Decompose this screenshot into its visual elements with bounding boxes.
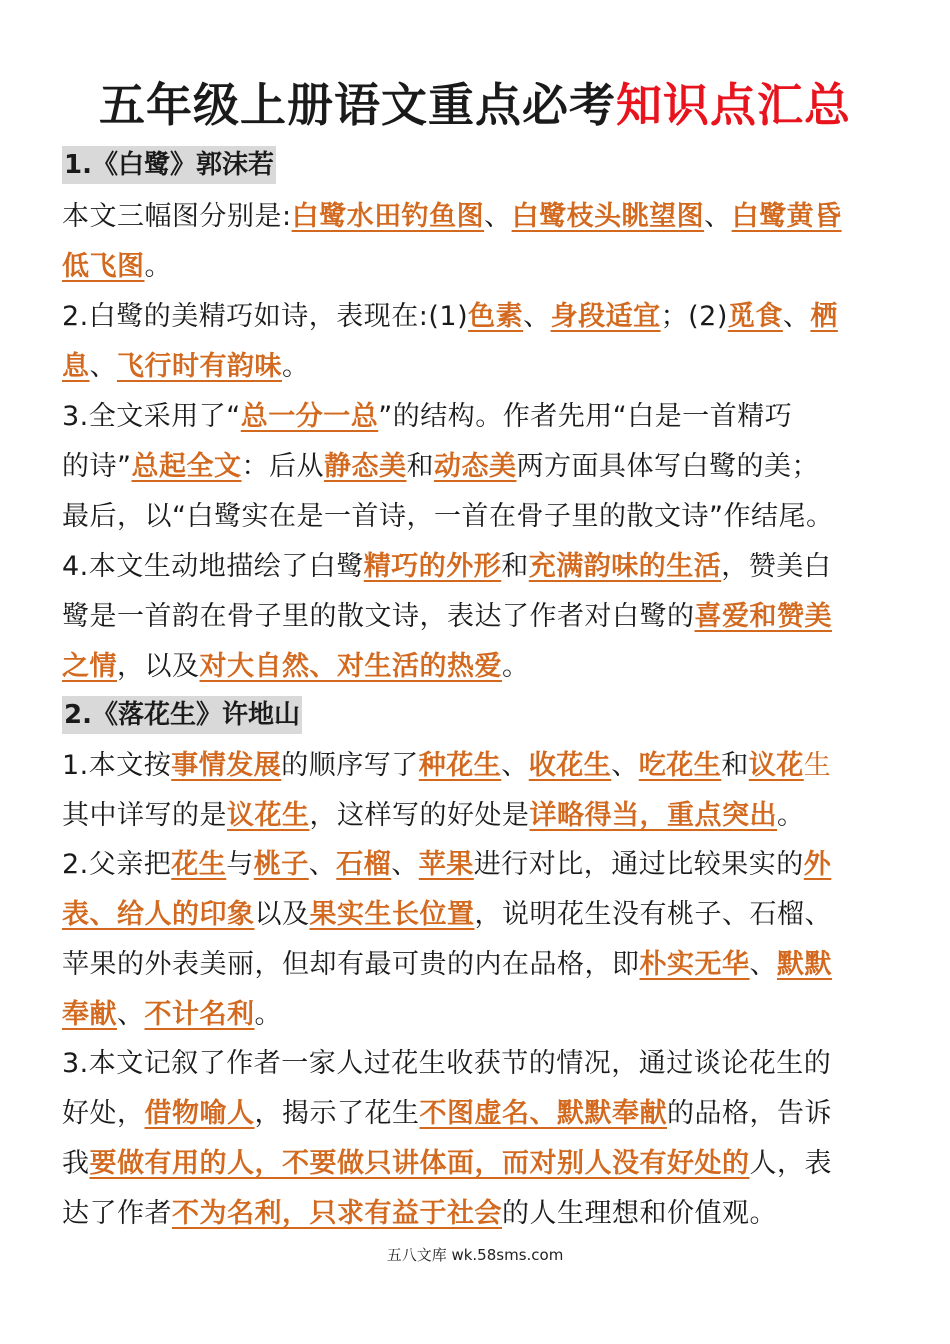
keyword: 桃子	[253, 849, 309, 880]
title-main: 五年级上册语文重点必考	[99, 78, 616, 132]
text: 、	[89, 351, 117, 382]
text: 达了作者	[62, 1198, 172, 1229]
keyword: 动态美	[434, 451, 517, 482]
keyword: 事情发展	[171, 750, 282, 781]
text: 、	[308, 849, 337, 880]
keyword: 身段适宜	[550, 301, 661, 332]
keyword: 吃花生	[638, 750, 722, 781]
text: 我	[62, 1148, 90, 1179]
text: 2.父亲把	[62, 849, 172, 880]
keyword: 白鹭枝头眺望图	[511, 201, 705, 232]
text: 其中详写的是	[62, 800, 227, 831]
paragraph-luohuasheng-3	[62, 1039, 892, 1239]
footer-watermark: 五八文库 wk.58sms.com	[386, 1246, 564, 1264]
text: 3.本文记叙了作者一家人过花生收获节的情况，通过谈论花生的	[62, 1048, 832, 1079]
text: ，这样写的好处是	[309, 800, 530, 831]
text: 进行对比，通过比较果实的	[473, 849, 804, 880]
keyword: 要做有用的人，不要做只讲体面，而对别人没有好处的	[89, 1148, 750, 1179]
text: 的品格，告诉	[667, 1098, 832, 1129]
text: 1.本文按	[62, 750, 172, 781]
keyword: 色素	[468, 301, 524, 332]
text: ，说明花生没有桃子、石榴、	[474, 899, 832, 930]
text: 和	[406, 451, 434, 482]
section-heading-luohuasheng: 2.《落花生》许地山	[62, 696, 302, 734]
keyword: 静态美	[324, 451, 407, 482]
text: ，以及	[117, 651, 200, 682]
text: 人，表	[749, 1148, 832, 1179]
keyword: 白鹭水田钓鱼图	[291, 201, 485, 232]
keyword: 苹果	[418, 849, 474, 880]
text: ；(2)	[660, 301, 728, 332]
text: 、	[749, 949, 777, 980]
paragraph-luohuasheng-2	[62, 840, 892, 1040]
keyword: 详略得当，重点突出	[529, 800, 777, 831]
keyword: 飞行时有韵味	[117, 351, 282, 382]
keyword: 奉献	[62, 999, 117, 1030]
text: 本文三幅图分别是:	[62, 201, 292, 232]
keyword: 栖	[810, 301, 838, 332]
keyword: 充满韵味的生活	[528, 551, 722, 582]
page-title	[0, 70, 950, 140]
paragraph-bailu-4	[62, 542, 892, 692]
text: 、	[117, 999, 145, 1030]
text: 4.本文生动地描绘了白鹭	[62, 551, 364, 582]
text: 、	[782, 301, 811, 332]
keyword: 低飞图	[62, 251, 145, 282]
text: ”的结构。作者先用“白是一首精巧	[378, 401, 793, 432]
text: 好处，	[62, 1098, 145, 1129]
keyword: 议花	[748, 750, 804, 781]
keyword: 对大自然、对生活的热爱	[199, 651, 502, 682]
keyword: 果实生长位置	[309, 899, 475, 930]
keyword: 花生	[171, 849, 227, 880]
section-heading-bailu: 1.《白鹭》郭沫若	[62, 146, 276, 184]
keyword: 白鹭黄昏	[731, 201, 842, 232]
text: 最后，以“白鹭实在是一首诗，一首在骨子里的散文诗”作结尾。	[62, 501, 834, 532]
text: 鹭是一首韵在骨子里的散文诗，表达了作者对白鹭的	[62, 601, 695, 632]
title-highlight: 知识点汇总	[616, 78, 851, 132]
keyword: 借物喻人	[144, 1098, 255, 1129]
text: 苹果的外表美丽，但却有最可贵的内在品格，即	[62, 949, 640, 980]
text: 以及	[254, 899, 310, 930]
text: 的人生理想和价值观。	[502, 1198, 777, 1229]
keyword: 喜爱和赞美	[694, 601, 832, 632]
text: 和	[721, 750, 749, 781]
text: 。	[282, 351, 310, 382]
keyword: 石榴	[336, 849, 392, 880]
keyword: 默默	[777, 949, 832, 980]
text: 、	[484, 201, 512, 232]
text: 的顺序写了	[281, 750, 419, 781]
paragraph-luohuasheng-1	[62, 741, 892, 841]
paragraph-bailu-2	[62, 292, 892, 392]
text: ：后从	[241, 451, 324, 482]
text: 生	[803, 750, 832, 781]
text: 。	[254, 999, 282, 1030]
keyword: 不为名利，只求有益于社会	[172, 1198, 502, 1229]
keyword: 表、给人的印象	[62, 899, 255, 930]
text: 。	[144, 251, 172, 282]
keyword: 总起全文	[131, 451, 242, 482]
text: 两方面具体写白鹭的美；	[516, 451, 819, 482]
text: 和	[501, 551, 529, 582]
text: ，赞美白	[721, 551, 832, 582]
text: 的诗”	[62, 451, 132, 482]
text: 、	[704, 201, 732, 232]
keyword: 精巧的外形	[363, 551, 502, 582]
keyword: 朴实无华	[639, 949, 750, 980]
paragraph-bailu-3	[62, 392, 892, 542]
text: 。	[777, 800, 805, 831]
paragraph-bailu-1	[62, 192, 892, 292]
keyword: 之情	[62, 651, 117, 682]
text: 2.白鹭的美精巧如诗，表现在:(1)	[62, 301, 469, 332]
text: 、	[391, 849, 419, 880]
text: 、	[611, 750, 639, 781]
keyword: 议花生	[227, 800, 310, 831]
text: 、	[523, 301, 551, 332]
text: 3.全文采用了“	[62, 401, 241, 432]
keyword: 种花生	[418, 750, 502, 781]
keyword: 觅食	[727, 301, 783, 332]
keyword: 收花生	[528, 750, 612, 781]
keyword: 不图虚名、默默奉献	[419, 1098, 667, 1129]
text: 、	[501, 750, 529, 781]
keyword: 外	[803, 849, 832, 880]
keyword: 息	[62, 351, 90, 382]
keyword: 总一分一总	[240, 401, 379, 432]
text: 。	[502, 651, 530, 682]
text: ，揭示了花生	[254, 1098, 420, 1129]
keyword: 不计名利	[144, 999, 255, 1030]
text: 与	[226, 849, 254, 880]
